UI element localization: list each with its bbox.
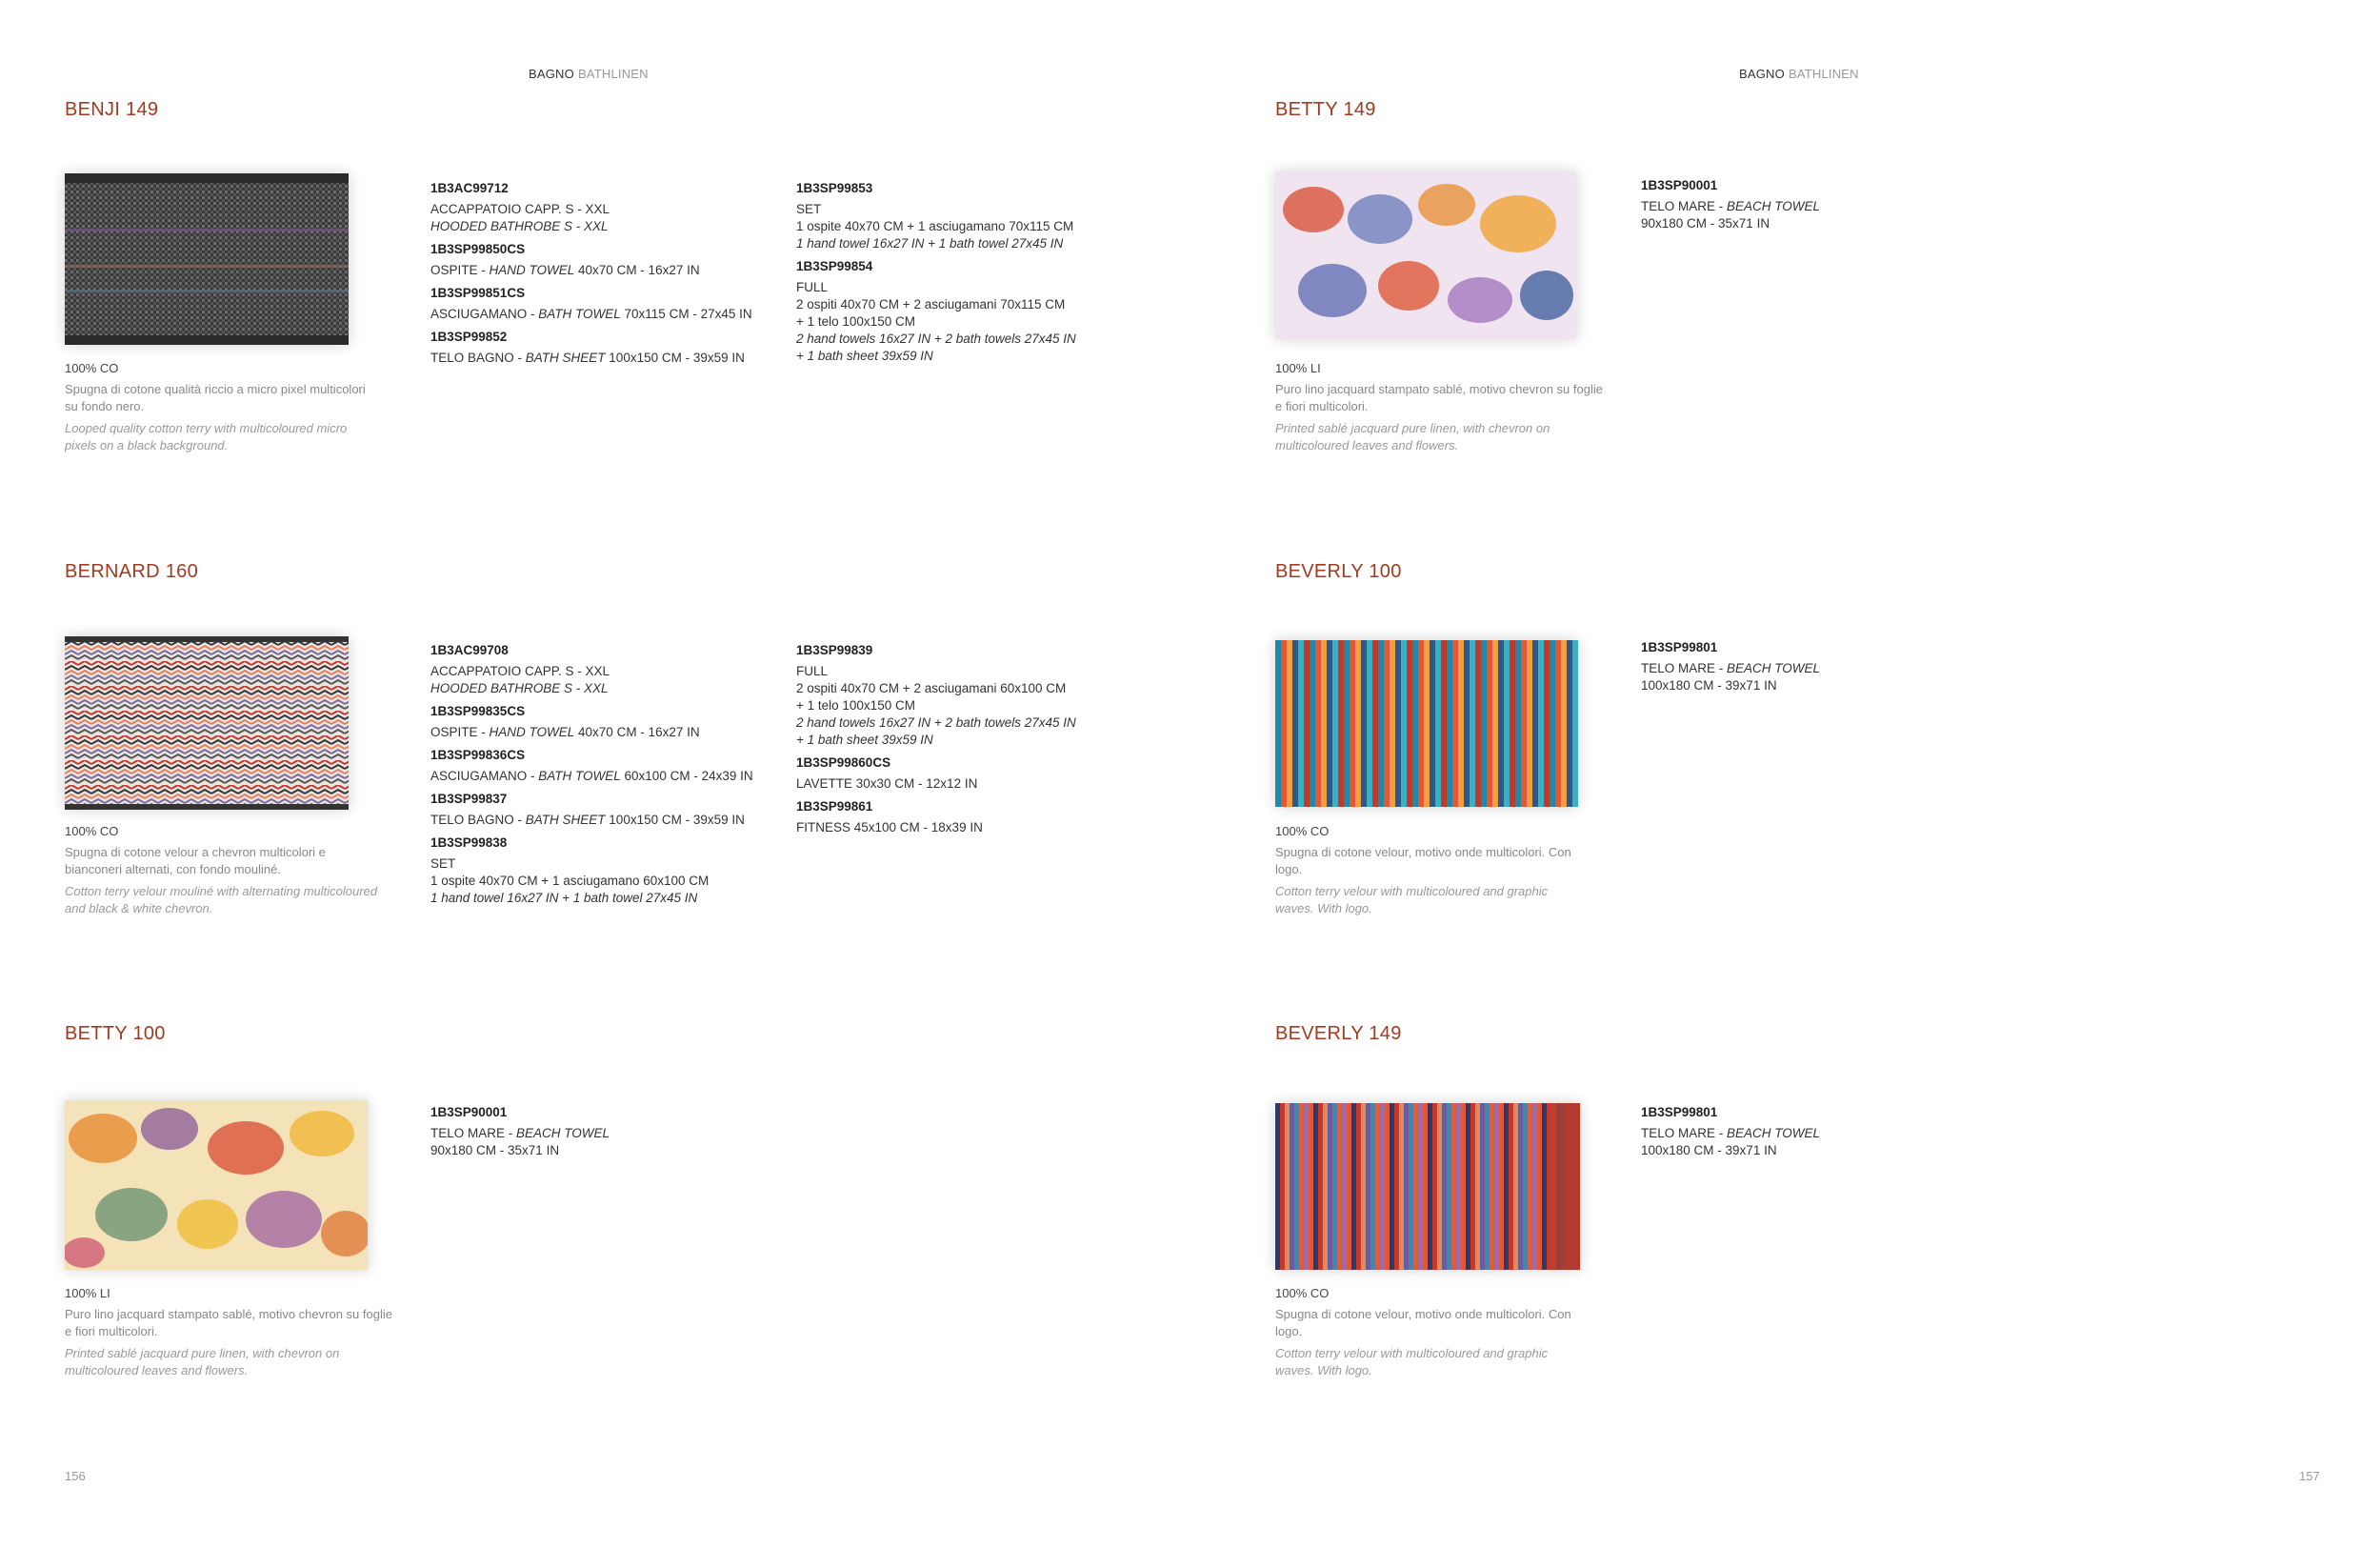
entry-line: 100x150 CM - 39x59 IN bbox=[605, 813, 745, 827]
product-entry bbox=[430, 1104, 792, 1159]
page-number-left: 156 bbox=[65, 1469, 86, 1483]
entry-line: 100x150 CM - 39x59 IN bbox=[605, 351, 745, 365]
product-title: BEVERLY 149 bbox=[1275, 1023, 1402, 1044]
entry-line-italic: BATH TOWEL bbox=[538, 769, 621, 783]
product-codes-col1 bbox=[430, 180, 792, 372]
entry-line: TELO MARE - bbox=[1641, 661, 1728, 675]
entry-line: OSPITE - bbox=[430, 725, 490, 739]
product-codes-col2 bbox=[796, 180, 1196, 371]
entry-line: 40x70 CM - 16x27 IN bbox=[574, 263, 700, 277]
description-en: Printed sablé jacquard pure linen, with chevron on multicoloured leaves and flowers. bbox=[65, 1346, 340, 1377]
entry-line: TELO BAGNO - bbox=[430, 351, 526, 365]
product-entry bbox=[1641, 1104, 2003, 1159]
product-title: BEVERLY 100 bbox=[1275, 561, 1402, 582]
product-title: BETTY 100 bbox=[65, 1023, 166, 1044]
entry-line-italic: 1 hand towel 16x27 IN + 1 bath towel 27x45 IN bbox=[430, 891, 698, 905]
composition: 100% CO bbox=[1275, 1286, 1330, 1300]
running-header-right bbox=[1739, 67, 1859, 81]
entry-line: ASCIUGAMANO - bbox=[430, 769, 539, 783]
entry-line: 90x180 CM - 35x71 IN bbox=[1641, 216, 1770, 231]
entry-line: 100x180 CM - 39x71 IN bbox=[1641, 1143, 1777, 1157]
entry-line-italic: HAND TOWEL bbox=[489, 263, 575, 277]
entry-line-italic: BATH SHEET bbox=[525, 813, 606, 827]
entry-line: ASCIUGAMANO - bbox=[430, 307, 539, 321]
description-it: Spugna di cotone velour, motivo onde multicolori. Con logo. bbox=[1275, 1307, 1571, 1338]
description-it: Puro lino jacquard stampato sablé, motivo chevron su foglie e fiori multicolori. bbox=[65, 1307, 392, 1338]
product-image-benji bbox=[65, 173, 349, 345]
entry-line: 40x70 CM - 16x27 IN bbox=[574, 725, 700, 739]
description-en: Cotton terry velour mouliné with alternating multicoloured and black & white chevron. bbox=[65, 884, 378, 915]
product-code: 1B3SP99801 bbox=[1641, 1105, 1718, 1119]
entry-line: 70x115 CM - 27x45 IN bbox=[620, 307, 752, 321]
product-code: 1B3SP99838 bbox=[430, 835, 508, 850]
product-code: 1B3SP99836CS bbox=[430, 748, 526, 762]
product-entry bbox=[430, 703, 792, 741]
entry-line: ACCAPPATOIO CAPP. S - XXL bbox=[430, 664, 610, 678]
entry-line-italic: BEACH TOWEL bbox=[1727, 661, 1821, 675]
towel-pattern-waves bbox=[1275, 1103, 1580, 1270]
entry-line: 2 ospiti 40x70 CM + 2 asciugamani 70x115 CM bbox=[796, 297, 1066, 312]
entry-line-italic: + 1 bath sheet 39x59 IN bbox=[796, 349, 933, 363]
product-codes-col1 bbox=[1641, 639, 2003, 700]
product-description bbox=[65, 823, 379, 917]
entry-line-italic: 2 hand towels 16x27 IN + 2 bath towels 27x45 IN bbox=[796, 715, 1076, 730]
product-codes-col1 bbox=[430, 642, 792, 913]
product-image-beverly-100 bbox=[1275, 640, 1578, 807]
product-entry bbox=[796, 798, 1196, 836]
description-en: Cotton terry velour with multicoloured and graphic waves. With logo. bbox=[1275, 1346, 1549, 1377]
running-header-left bbox=[529, 67, 649, 81]
product-codes-col2 bbox=[796, 642, 1196, 842]
product-entry bbox=[430, 834, 792, 907]
product-code: 1B3SP99853 bbox=[796, 181, 873, 195]
towel-pattern-floral bbox=[65, 1100, 368, 1270]
entry-line-italic: BATH SHEET bbox=[525, 351, 606, 365]
product-entry bbox=[430, 329, 792, 367]
product-code: 1B3SP90001 bbox=[1641, 178, 1718, 192]
entry-line-italic: BEACH TOWEL bbox=[1727, 199, 1821, 213]
entry-line-italic: + 1 bath sheet 39x59 IN bbox=[796, 733, 933, 747]
entry-line-italic: HAND TOWEL bbox=[489, 725, 575, 739]
entry-line: 90x180 CM - 35x71 IN bbox=[430, 1143, 560, 1157]
entry-line: TELO BAGNO - bbox=[430, 813, 526, 827]
product-code: 1B3SP99839 bbox=[796, 643, 873, 657]
product-description bbox=[1275, 1285, 1590, 1379]
description-it: Puro lino jacquard stampato sablé, motivo chevron su foglie e fiori multicolori. bbox=[1275, 382, 1603, 413]
entry-line: LAVETTE 30x30 CM - 12x12 IN bbox=[796, 776, 978, 791]
entry-line: 60x100 CM - 24x39 IN bbox=[620, 769, 753, 783]
entry-line: 2 ospiti 40x70 CM + 2 asciugamani 60x100 CM bbox=[796, 681, 1067, 695]
product-codes-col1 bbox=[430, 1104, 792, 1165]
composition: 100% LI bbox=[1275, 361, 1321, 375]
entry-line-italic: BEACH TOWEL bbox=[516, 1126, 610, 1140]
product-entry bbox=[796, 754, 1196, 793]
description-it: Spugna di cotone velour, motivo onde multicolori. Con logo. bbox=[1275, 845, 1571, 876]
page-number-right: 157 bbox=[2299, 1469, 2320, 1483]
entry-line: SET bbox=[430, 856, 456, 871]
product-description bbox=[1275, 360, 1609, 454]
product-entry bbox=[430, 747, 792, 785]
product-image-betty-149 bbox=[1275, 171, 1576, 339]
entry-line: SET bbox=[796, 202, 822, 216]
entry-line: 100x180 CM - 39x71 IN bbox=[1641, 678, 1777, 693]
entry-line: FULL bbox=[796, 280, 829, 294]
entry-line-italic: 2 hand towels 16x27 IN + 2 bath towels 27x45 IN bbox=[796, 332, 1076, 346]
entry-line-italic: BATH TOWEL bbox=[538, 307, 621, 321]
description-en: Looped quality cotton terry with multicoloured micro pixels on a black background. bbox=[65, 421, 348, 452]
entry-line-italic: HOODED BATHROBE S - XXL bbox=[430, 681, 609, 695]
composition: 100% CO bbox=[1275, 824, 1330, 838]
description-en: Printed sablé jacquard pure linen, with chevron on multicoloured leaves and flowers. bbox=[1275, 421, 1550, 452]
entry-line: TELO MARE - bbox=[1641, 199, 1728, 213]
product-description bbox=[65, 360, 379, 454]
entry-line: FITNESS 45x100 CM - 18x39 IN bbox=[796, 820, 983, 834]
product-code: 1B3SP99850CS bbox=[430, 242, 526, 256]
product-entry bbox=[1641, 639, 2003, 694]
product-description bbox=[1275, 823, 1590, 917]
product-entry bbox=[430, 241, 792, 279]
header-sub: BATHLINEN bbox=[1788, 67, 1859, 81]
towel-pattern-pixels bbox=[65, 173, 349, 345]
product-entry bbox=[430, 791, 792, 829]
entry-line: TELO MARE - bbox=[1641, 1126, 1728, 1140]
header-sub: BATHLINEN bbox=[577, 67, 649, 81]
composition: 100% LI bbox=[65, 1286, 110, 1300]
product-code: 1B3SP99837 bbox=[430, 792, 508, 806]
towel-pattern-waves bbox=[1275, 640, 1578, 807]
composition: 100% CO bbox=[65, 824, 119, 838]
product-title: BERNARD 160 bbox=[65, 561, 199, 582]
product-entry bbox=[430, 285, 792, 323]
product-code: 1B3AC99712 bbox=[430, 181, 509, 195]
product-title: BETTY 149 bbox=[1275, 99, 1376, 120]
product-codes-col1 bbox=[1641, 1104, 2003, 1165]
product-image-betty-100 bbox=[65, 1100, 368, 1270]
product-title: BENJI 149 bbox=[65, 99, 159, 120]
product-image-beverly-149 bbox=[1275, 1103, 1580, 1270]
product-entry bbox=[796, 180, 1196, 252]
product-code: 1B3SP99854 bbox=[796, 259, 873, 273]
header-main: BAGNO bbox=[529, 67, 574, 81]
entry-line: + 1 telo 100x150 CM bbox=[796, 314, 915, 329]
product-code: 1B3SP90001 bbox=[430, 1105, 508, 1119]
entry-line: OSPITE - bbox=[430, 263, 490, 277]
description-it: Spugna di cotone velour a chevron multicolori e bianconeri alternati, con fondo mouliné. bbox=[65, 845, 326, 876]
entry-line: + 1 telo 100x150 CM bbox=[796, 698, 915, 713]
product-entry bbox=[1641, 177, 2003, 232]
composition: 100% CO bbox=[65, 361, 119, 375]
description-it: Spugna di cotone qualità riccio a micro pixel multicolori su fondo nero. bbox=[65, 382, 366, 413]
product-entry bbox=[796, 642, 1196, 749]
product-image-bernard bbox=[65, 636, 349, 810]
product-code: 1B3AC99708 bbox=[430, 643, 509, 657]
entry-line: FULL bbox=[796, 664, 829, 678]
product-code: 1B3SP99860CS bbox=[796, 755, 891, 770]
product-code: 1B3SP99852 bbox=[430, 330, 508, 344]
product-entry bbox=[430, 180, 792, 235]
entry-line: 1 ospite 40x70 CM + 1 asciugamano 70x115 CM bbox=[796, 219, 1074, 233]
product-entry bbox=[796, 258, 1196, 365]
entry-line-italic: BEACH TOWEL bbox=[1727, 1126, 1821, 1140]
entry-line: TELO MARE - bbox=[430, 1126, 517, 1140]
product-code: 1B3SP99835CS bbox=[430, 704, 526, 718]
entry-line-italic: HOODED BATHROBE S - XXL bbox=[430, 219, 609, 233]
entry-line: 1 ospite 40x70 CM + 1 asciugamano 60x100 CM bbox=[430, 874, 710, 888]
product-codes-col1 bbox=[1641, 177, 2003, 238]
description-en: Cotton terry velour with multicoloured and graphic waves. With logo. bbox=[1275, 884, 1549, 915]
product-description bbox=[65, 1285, 398, 1379]
entry-line-italic: 1 hand towel 16x27 IN + 1 bath towel 27x45 IN bbox=[796, 236, 1064, 251]
product-code: 1B3SP99861 bbox=[796, 799, 873, 814]
product-entry bbox=[430, 642, 792, 697]
product-code: 1B3SP99851CS bbox=[430, 286, 526, 300]
towel-pattern-floral bbox=[1275, 171, 1576, 339]
entry-line: ACCAPPATOIO CAPP. S - XXL bbox=[430, 202, 610, 216]
product-code: 1B3SP99801 bbox=[1641, 640, 1718, 654]
towel-pattern-chevron bbox=[65, 636, 349, 810]
header-main: BAGNO bbox=[1739, 67, 1785, 81]
